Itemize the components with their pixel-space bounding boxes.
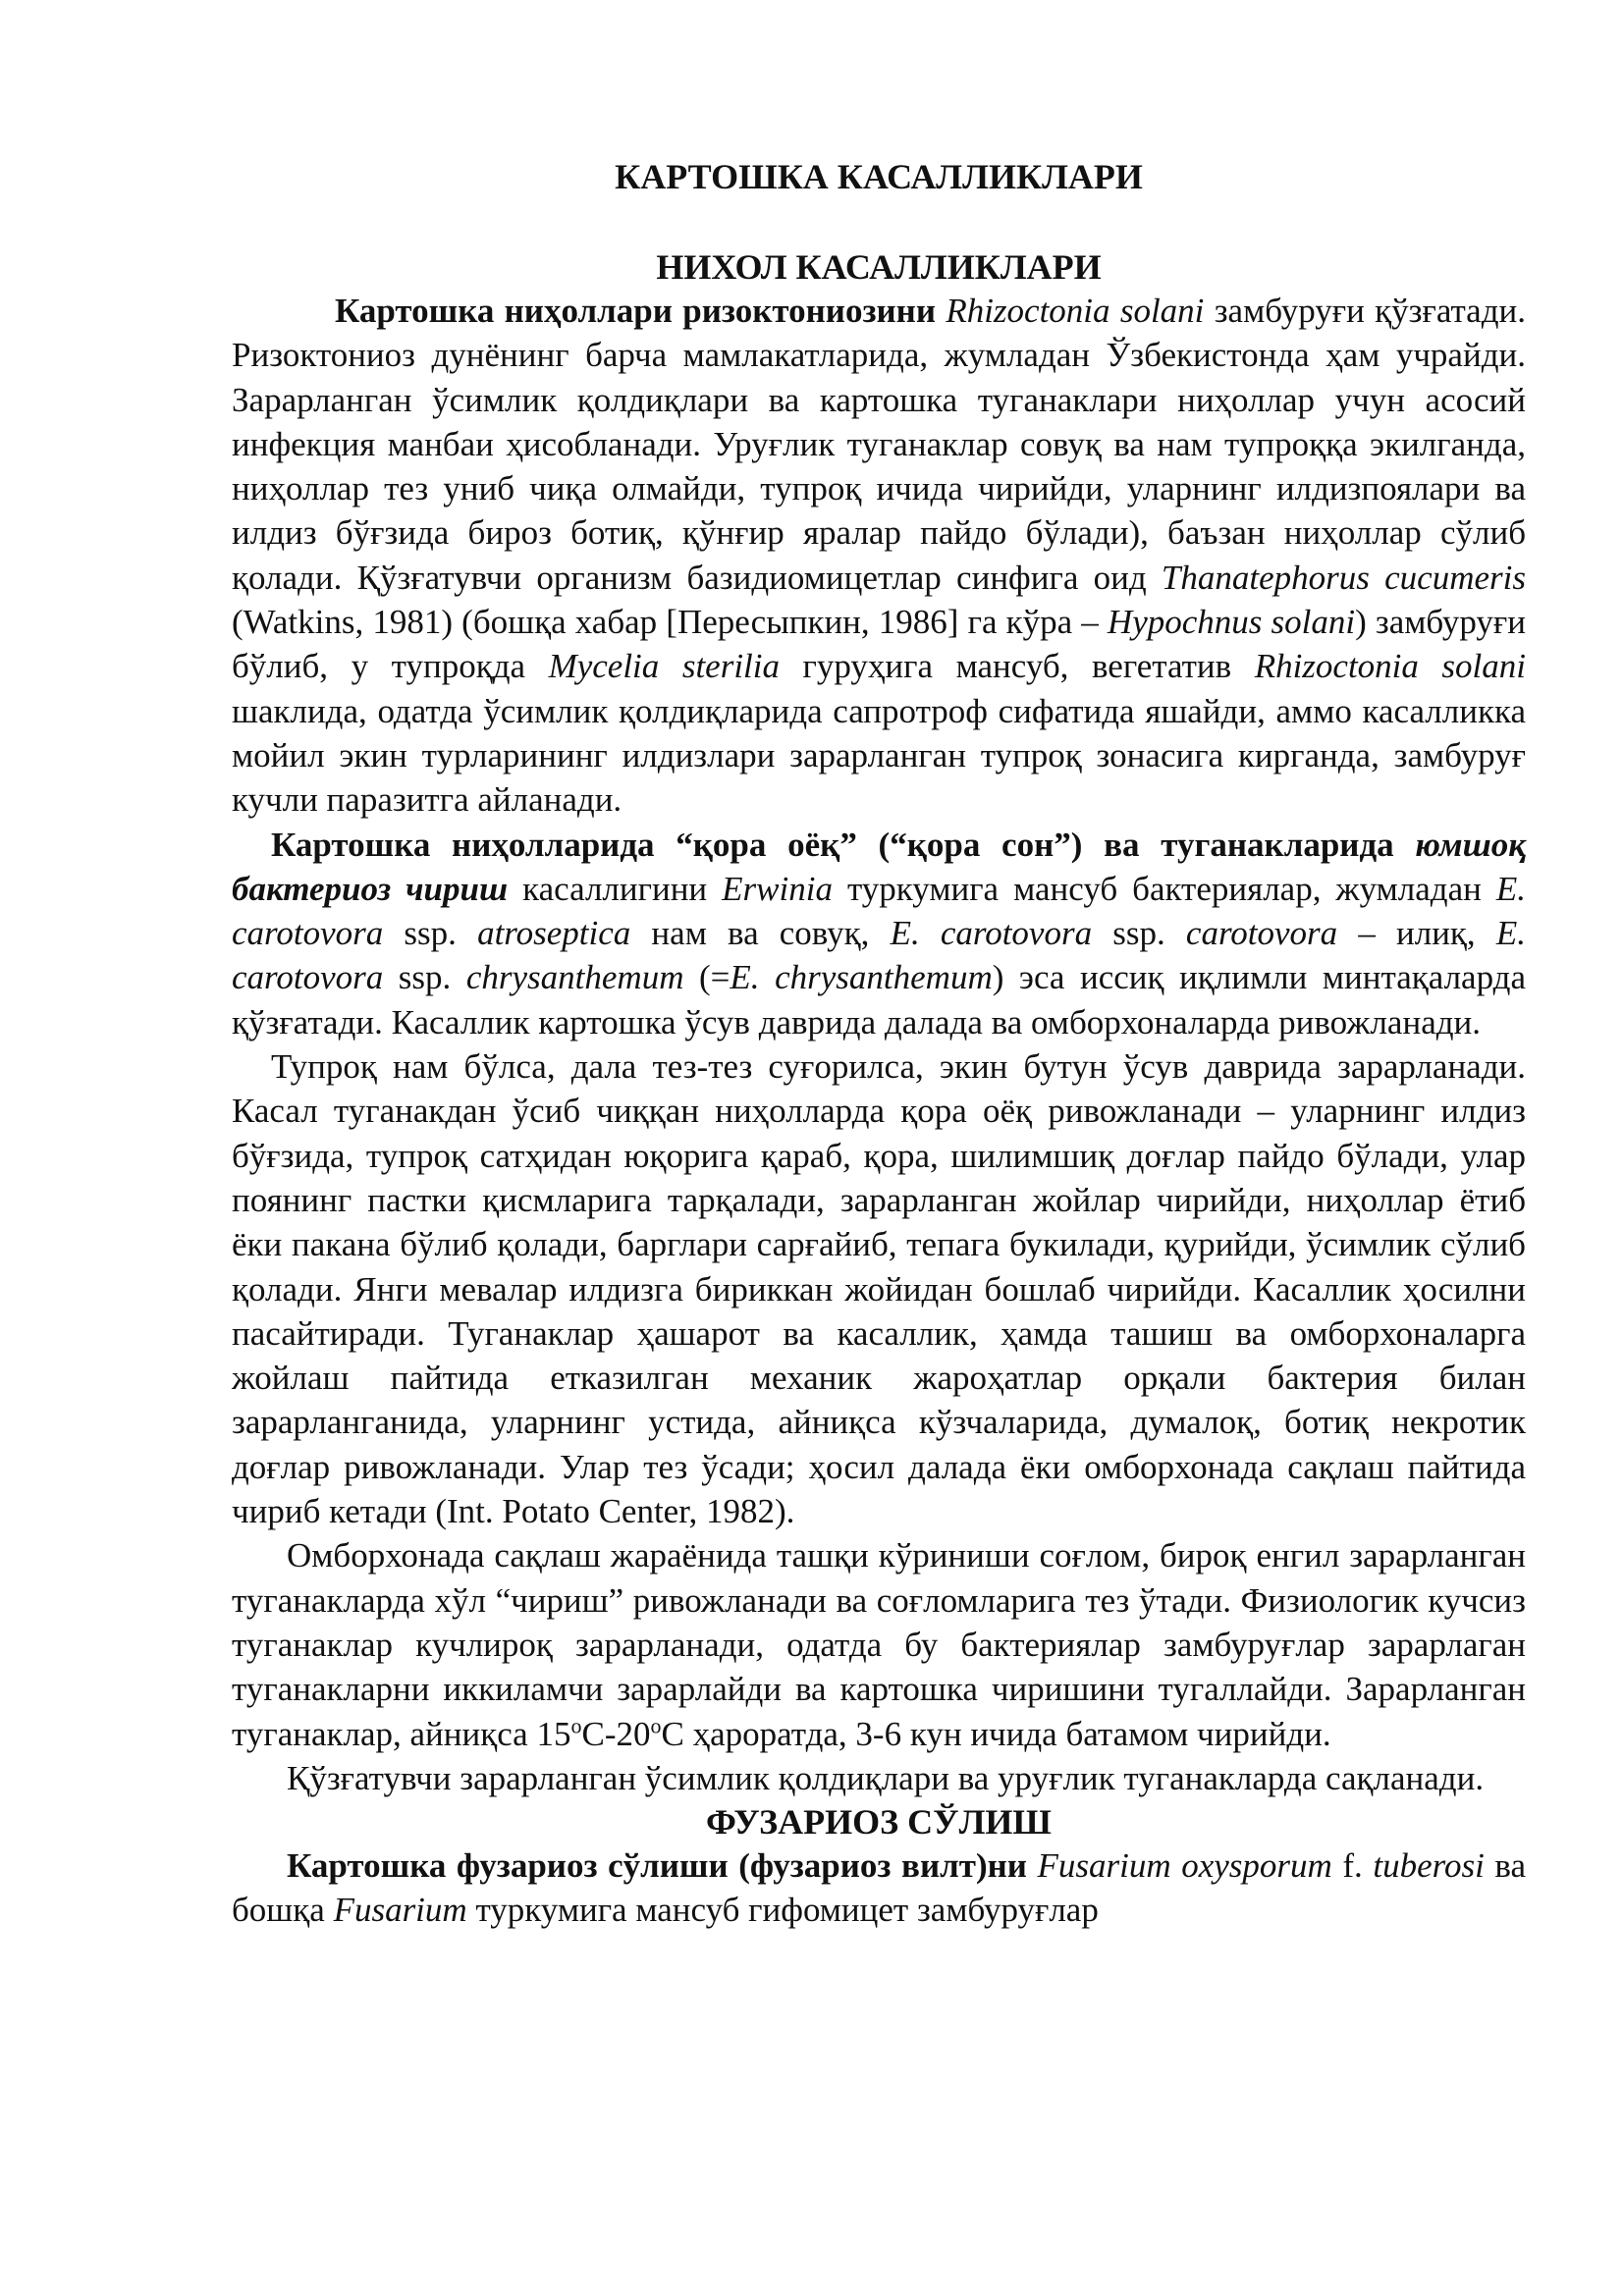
species-name: E. chrysanthemum	[730, 958, 993, 997]
degree-symbol: o	[570, 1712, 582, 1737]
paragraph-black-leg: Картошка ниҳолларида “қора оёқ” (“қора сон”) ва туганакларида юмшоқ бактериоз чириш касаллигини Erwinia туркумига мансуб бактериялар, жумладан E. carotovora ssp. atroseptica нам ва совуқ, E. carotovora ssp. carotovora – илиқ, E. carotovora ssp. chrysanthemum (=E. chrysanthemum) эса иссиқ иқлимли минтақаларда қўзғатади. Касаллик картошка ўсув даврида далада ва омборхоналарда ривожланади.	[232, 825, 1526, 1041]
section-heading-seedling-diseases: НИХОЛ КАСАЛЛИКЛАРИ	[656, 247, 1102, 287]
species-name: Erwinia	[722, 869, 833, 908]
paragraph-rhizoctonia: Картошка ниҳоллари ризоктониозини Rhizoctonia solani замбуруғи қўзғатади. Ризоктониоз дунёнинг барча мамлакатларида, жумладан Ўзбекистонда ҳам учрайди. Зарарланган ўсимлик қолдиқлари ва картошка туганаклари ниҳоллар учун асосий инфекция манбаи ҳисобланади. Уруғлик туганаклар совуқ ва нам тупроққа экилганда, ниҳоллар тез униб чиқа олмайди, тупроқ ичида чирийди, уларнинг илдизпоялари ва илдиз бўғзида бироз ботиқ, қўнғир яралар пайдо бўлади), баъзан ниҳоллар сўлиб қолади. Қўзғатувчи организм базидиомицетлар синфига оид Thanatephorus cucumeris (Watkins, 1981) (бошқа хабар [Пересыпкин, 1986] га кўра – Hypochnus solani) замбуруғи бўлиб, у тупроқда Mycelia sterilia гуруҳига мансуб, вегетатив Rhizoctonia solani шаклида, одатда ўсимлик қолдиқларида сапротроф сифатида яшайди, аммо касалликка мойил экин турларининг илдизлари зарарланган тупроқ зонасига кирганда, замбуруғ кучли паразитга айланади.	[232, 292, 1527, 820]
species-name: tuberosi	[1373, 1846, 1485, 1886]
species-name: Hypochnus solani	[1107, 603, 1356, 642]
species-name: E. carotovora	[890, 914, 1093, 953]
species-name: Fusarium	[333, 1891, 467, 1930]
term-black-leg: Картошка ниҳолларида “қора оёқ” (“қора сон”) ва туганакларида	[271, 825, 1416, 864]
paragraph-pathogen-survival: Қўзғатувчи зарарланган ўсимлик қолдиқлари ва уруғлик туганакларда сақланади.	[287, 1758, 1485, 1797]
species-name: E. carotovora	[232, 914, 1526, 997]
species-name: chrysanthemum	[465, 958, 684, 997]
paragraph-fusarium: Картошка фузариоз сўлиши (фузариоз вилт)ни Fusarium oxysporum f. tuberosi ва бошқа Fusarium туркумига мансуб гифомицет замбуруғлар	[232, 1846, 1527, 1930]
species-name: carotovora	[1185, 914, 1338, 953]
term-soft-rot: юмшоқ бактериоз чириш	[232, 825, 1526, 908]
species-name: E. carotovora	[232, 869, 1526, 953]
page-title: КАРТОШКА КАСАЛЛИКЛАРИ	[615, 157, 1143, 196]
species-name: Rhizoctonia solani	[1254, 647, 1526, 686]
term-fusarium-wilt: Картошка фузариоз сўлиши (фузариоз вилт)ни	[287, 1846, 1027, 1886]
section-heading-fusarium-wilt: ФУЗАРИОЗ СЎЛИШ	[706, 1802, 1052, 1842]
paragraph-storage: Омборхонада сақлаш жараёнида ташқи кўриниши соғлом, бироқ енгил зарарланган туганакларда хўл “чириш” ривожланади ва соғломларига тез ўтади. Физиологик кучсиз туганаклар кучлироқ зарарланади, одатда бу бактериялар замбуруғлар зарарлаган туганакларни иккиламчи зарарлайди ва картошка чиришини тугаллайди. Зарарланган туганаклар, айниқса 15$^o$С-20$^o$С ҳароратда, 3-6 кун ичида батамом чирийди.	[232, 1536, 1526, 1753]
species-name: Thanatephorus cucumeris	[1161, 558, 1526, 597]
paragraph-symptoms: Тупроқ нам бўлса, дала тез-тез суғорилса, экин бутун ўсув даврида зарарланади. Касал туганакдан ўсиб чиққан ниҳолларда қора оёқ ривожланади – уларнинг илдиз бўғзида, тупроқ сатҳидан юқорига қараб, қора, шилимшиқ доғлар пайдо бўлади, улар поянинг пастки қисмларига тарқалади, зарарланган жойлар чирийди, ниҳоллар ётиб ёки пакана бўлиб қолади, барглари сарғайиб, тепага букилади, қурийди, ўсимлик сўлиб қолади. Янги мевалар илдизга бириккан жойидан бошлаб чирийди. Касаллик ҳосилни пасайтиради. Туганаклар ҳашарот ва касаллик, ҳамда ташиш ва омборхоналарга жойлаш пайтида етказилган механик жароҳатлар орқали бактерия билан зарарланганида, уларнинг устида, айниқса кўзчаларида, думалоқ, ботиқ некротик доғлар ривожланади. Улар тез ўсади; ҳосил далада ёки омборхонада сақлаш пайтида чириб кетади (Int. Potato Center, 1982).	[232, 1047, 1526, 1531]
species-name: Rhizoctonia solani	[946, 292, 1205, 330]
document-page	[232, 147, 1526, 1933]
species-name: atroseptica	[477, 914, 631, 953]
degree-symbol: o	[650, 1712, 662, 1737]
term-rhizoctonia: Картошка ниҳоллари ризоктониозини	[335, 292, 937, 330]
species-name: Mycelia sterilia	[548, 647, 780, 686]
species-name: Fusarium oxysporum	[1037, 1846, 1332, 1886]
